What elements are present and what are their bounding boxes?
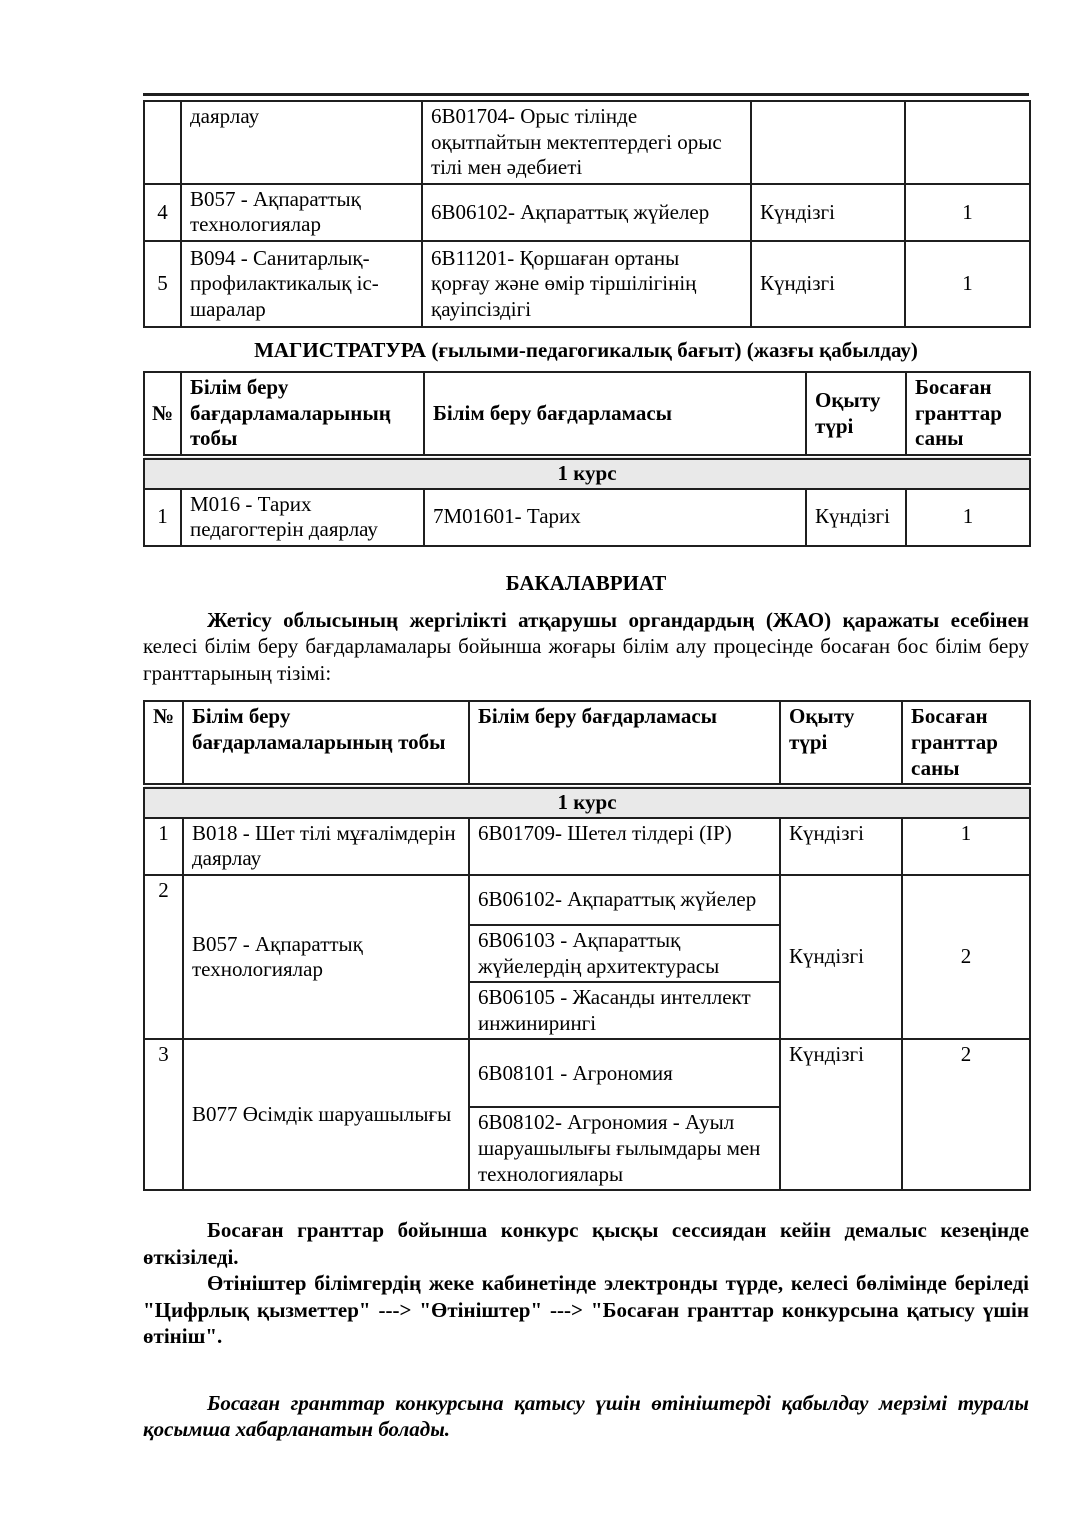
header-form: Оқыту түрі [780, 701, 902, 786]
cell-num: 1 [144, 489, 181, 546]
cell-form: Күндізгі [806, 489, 906, 546]
course-band: 1 курс [144, 786, 1030, 818]
table-row [144, 818, 1030, 875]
cell-count [905, 101, 1030, 184]
cell-program: 6В06102- Ақпараттық жүйелер [469, 875, 780, 925]
cell-count: 1 [905, 241, 1030, 327]
cell-count: 1 [902, 818, 1030, 875]
table-row [144, 184, 1030, 241]
cell-group: В018 - Шет тілі мұғалімдерін даярлау [183, 818, 469, 875]
table-page-break-line [143, 93, 1029, 96]
cell-group: даярлау [181, 101, 422, 184]
cell-count: 2 [902, 875, 1030, 1039]
intro-bold-text: Жетісу облысының жергілікті атқарушы органдардың (ЖАО) қаражаты есебінен [207, 607, 1029, 632]
table-row [144, 875, 1030, 925]
course-band: 1 курс [144, 457, 1030, 489]
magistratura-heading: МАГИСТРАТУРА (ғылыми-педагогикалық бағыт) (жазғы қабылдау) [254, 338, 918, 363]
table-header-row [144, 701, 1030, 786]
cell-form: Күндізгі [751, 241, 905, 327]
course-band-row [144, 457, 1030, 489]
intro-regular-text: келесі білім беру бағдарламалары бойынша жоғары білім алу процесінде босаған бос білім беру гранттарының тізімі: [143, 634, 1029, 685]
header-group: Білім беру бағдарламаларының тобы [181, 372, 424, 457]
cell-program: 7М01601- Тарих [424, 489, 806, 546]
table-row [144, 489, 1030, 546]
bakalavriat-table [143, 700, 1031, 1191]
cell-count: 1 [905, 184, 1030, 241]
header-count: Босаған гранттар саны [906, 372, 1030, 457]
cell-program: 6В01704- Орыс тілінде оқытпайтын мектептердегі орыс тілі мен әдебиеті [422, 101, 751, 184]
cell-count: 2 [902, 1039, 1030, 1190]
cell-program: 6В06103 - Ақпараттық жүйелердің архитектурасы [469, 925, 780, 982]
table-row [144, 241, 1030, 327]
cell-num: 2 [144, 875, 183, 1039]
continued-table [143, 100, 1031, 328]
cell-group: В057 - Ақпараттық технологиялар [181, 184, 422, 241]
cell-group: В057 - Ақпараттық технологиялар [183, 875, 469, 1039]
footer-paragraph-1: Босаған гранттар бойынша конкурс қысқы сессиядан кейін демалыс кезеңінде өткізіледі. [143, 1218, 1029, 1269]
cell-program: 6В11201- Қоршаған ортаны қорғау және өмір тіршілігінің қауіпсіздігі [422, 241, 751, 327]
cell-program: 6В06105 - Жасанды интеллект инжинирингі [469, 982, 780, 1039]
cell-num: 5 [144, 241, 181, 327]
bakalavriat-heading: БАКАЛАВРИАТ [505, 570, 667, 595]
cell-count: 1 [906, 489, 1030, 546]
cell-form: Күндізгі [780, 818, 902, 875]
cell-num: 3 [144, 1039, 183, 1190]
cell-form: Күндізгі [751, 184, 905, 241]
bakalavriat-intro-paragraph [143, 607, 1029, 686]
cell-num [144, 101, 181, 184]
header-form: Оқыту түрі [806, 372, 906, 457]
cell-form: Күндізгі [780, 1039, 902, 1190]
table-row [144, 1039, 1030, 1107]
cell-program: 6В06102- Ақпараттық жүйелер [422, 184, 751, 241]
cell-group: В077 Өсімдік шаруашылығы [183, 1039, 469, 1190]
cell-program: 6В01709- Шетел тілдері (IP) [469, 818, 780, 875]
cell-program: 6В08101 - Агрономия [469, 1039, 780, 1107]
header-num: № [144, 372, 181, 457]
magistratura-table [143, 371, 1031, 547]
cell-group: М016 - Тарих педагогтерін даярлау [181, 489, 424, 546]
cell-num: 1 [144, 818, 183, 875]
footer-paragraph-3: Босаған гранттар конкурсына қатысу үшін өтініштерді қабылдау мерзімі туралы қосымша хабарланатын болады. [143, 1390, 1029, 1441]
table-header-row [144, 372, 1030, 457]
cell-num: 4 [144, 184, 181, 241]
cell-program: 6В08102- Агрономия - Ауыл шаруашылығы ғылымдары мен технологиялары [469, 1107, 780, 1190]
table-row [144, 101, 1030, 184]
header-group: Білім беру бағдарламаларының тобы [183, 701, 469, 786]
cell-group: В094 - Санитарлық-профилактикалық іс-шаралар [181, 241, 422, 327]
header-program: Білім беру бағдарламасы [469, 701, 780, 786]
cell-form: Күндізгі [780, 875, 902, 1039]
course-band-row [144, 786, 1030, 818]
document-content [143, 0, 1029, 1442]
header-program: Білім беру бағдарламасы [424, 372, 806, 457]
footer-paragraph-2: Өтініштер білімгердің жеке кабинетінде электронды түрде, келесі бөлімінде беріледі "Цифрлық қызметтер" ---> "Өтініштер" ---> "Босаған гранттар конкурсына қатысу үшін өтініш". [143, 1271, 1029, 1349]
header-count: Босаған гранттар саны [902, 701, 1030, 786]
cell-form [751, 101, 905, 184]
header-num: № [144, 701, 183, 786]
